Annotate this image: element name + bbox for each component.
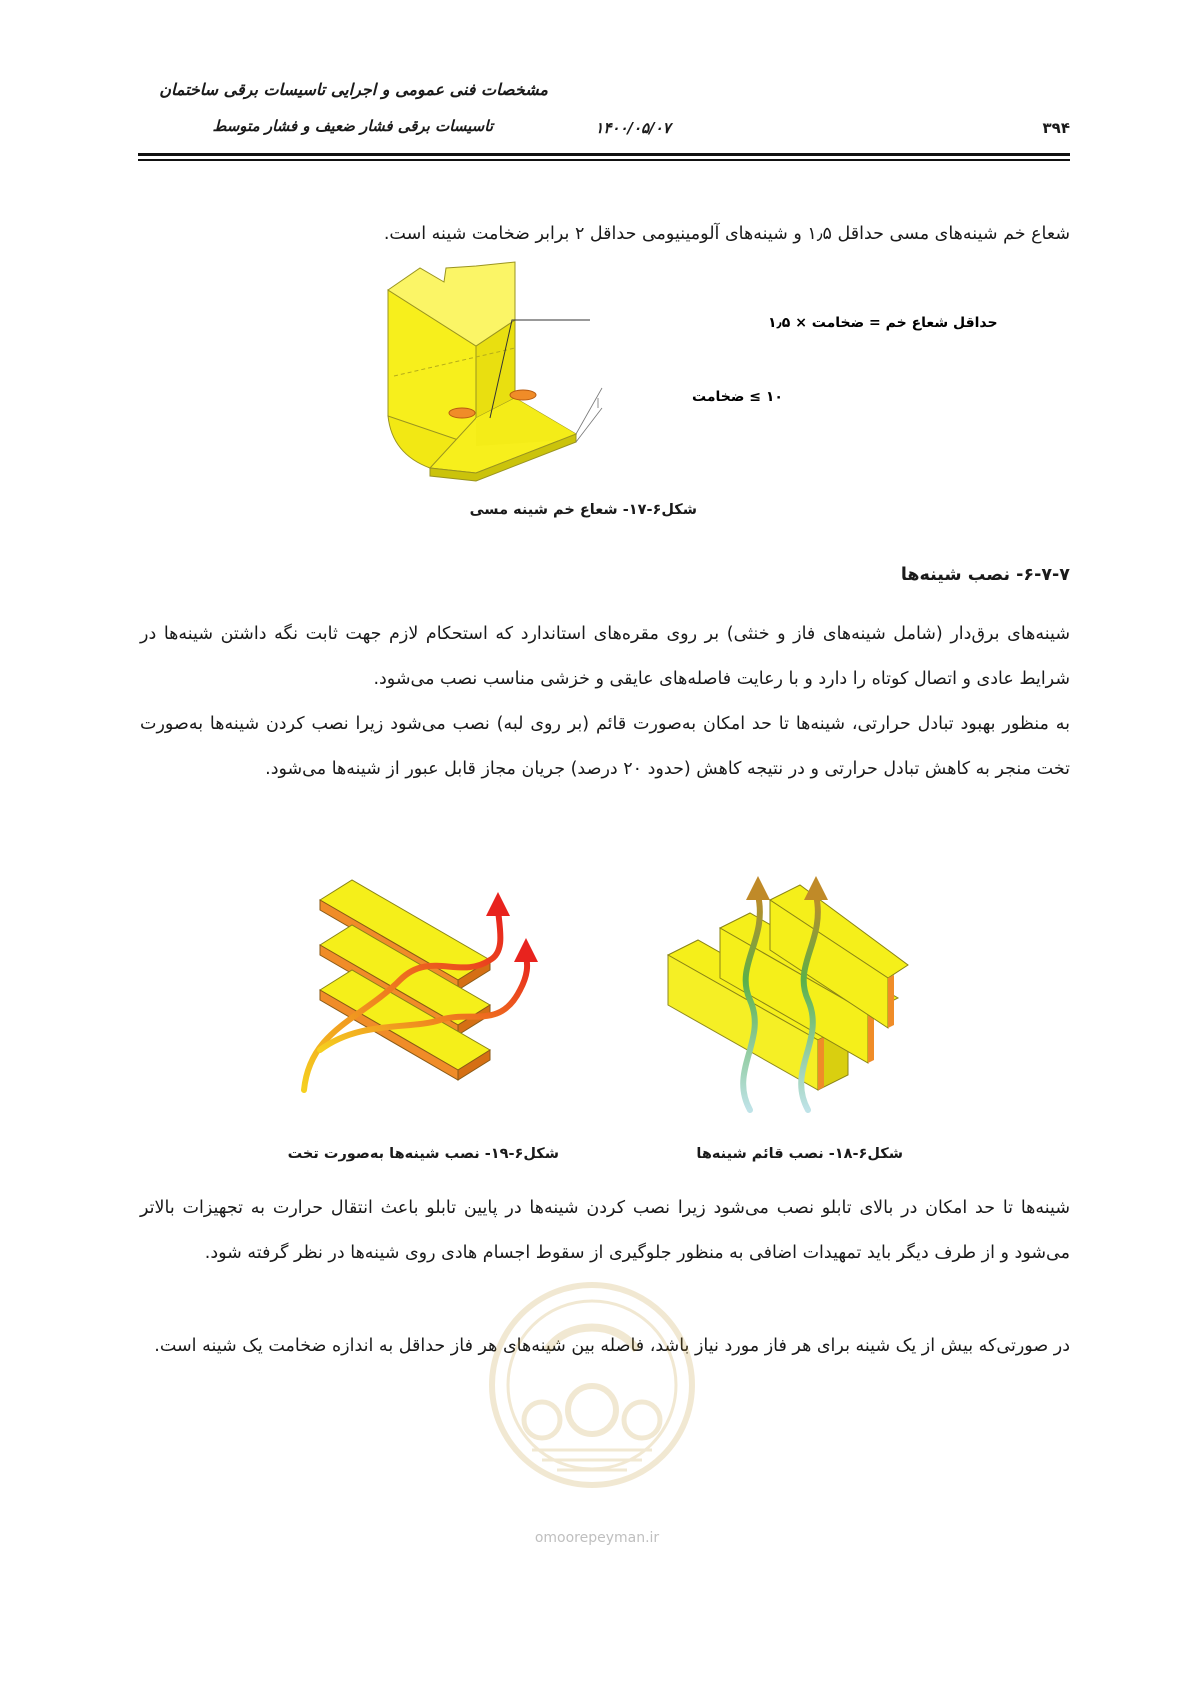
header-rule — [138, 159, 1070, 161]
paragraph: به منظور بهبود تبادل حرارتی، شینه‌ها تا حد امکان به‌صورت قائم (بر روی لبه) نصب می‌شود زیرا نصب کردن شینه‌ها به‌صورت تخت منجر به کاهش تبادل حرارتی و در نتیجه کاهش (حدود ۲۰ درصد) جریان مجاز قابل عبور از شینه‌ها می‌شود. — [140, 714, 1070, 779]
page-number: ۳۹۴ — [1042, 119, 1070, 137]
figure-flat-busbars — [300, 880, 560, 1100]
figure-busbar-bend — [380, 258, 998, 490]
figure-caption: شکل۶-۱۸- نصب قائم شینه‌ها — [696, 1146, 903, 1162]
figure-label-radius: حداقل شعاع خم = ضخامت × ۱٫۵ — [768, 315, 998, 331]
figure-caption: شکل۶-۱۹- نصب شینه‌ها به‌صورت تخت — [287, 1146, 559, 1162]
header-rule — [138, 153, 1070, 156]
header-title: مشخصات فنی عمومی و اجرایی تاسیسات برقی ساختمان — [159, 80, 548, 99]
header-date: ۱۴۰۰/۰۵/۰۷ — [595, 119, 671, 137]
paragraph: شینه‌ها تا حد امکان در بالای تابلو نصب می‌شود زیرا نصب کردن شینه‌ها در پایین تابلو باعث انتقال حرارت به تجهیزات بالاتر می‌شود و از طرف دیگر باید تمهیدات اضافی به منظور جلوگیری از سقوط اجسام هادی روی شینه‌ها در نظر گرفته شود. — [140, 1198, 1070, 1263]
header-subtitle: تاسیسات برقی فشار ضعیف و فشار متوسط — [212, 117, 493, 135]
paragraph: شینه‌های برق‌دار (شامل شینه‌های فاز و خنثی) بر روی مقره‌های استاندارد که استحکام لازم جهت ثابت نگه داشتن شینه‌ها در شرایط عادی و اتصال کوتاه را دارد و با رعایت فاصله‌های عایقی و خزشی مناسب نصب می‌شود. — [140, 624, 1070, 689]
arrow-head — [804, 876, 828, 900]
paragraph: در صورتی‌که بیش از یک شینه برای هر فاز مورد نیاز باشد، فاصله بین شینه‌های هر فاز حداقل به اندازه ضخامت یک شینه است. — [154, 1336, 1070, 1356]
arrow-head — [746, 876, 770, 900]
watermark-logo — [487, 1280, 697, 1490]
watermark-url: omoorepeyman.ir — [534, 1530, 660, 1546]
mounting-hole — [449, 408, 475, 418]
figure-label-thickness: ۱۰ ≥ ضخامت — [692, 389, 783, 405]
figure-caption: شکل۶-۱۷- شعاع خم شینه مسی — [469, 502, 697, 518]
mounting-hole — [510, 390, 536, 400]
section-heading: ۶-۷-۷- نصب شینه‌ها — [900, 565, 1070, 585]
intro-sentence: شعاع خم شینه‌های مسی حداقل ۱٫۵ و شینه‌های آلومینیومی حداقل ۲ برابر ضخامت شینه است. — [383, 224, 1070, 244]
figure-vertical-busbars — [658, 870, 918, 1120]
arrow-head — [486, 892, 510, 916]
arrow-head — [514, 938, 538, 962]
